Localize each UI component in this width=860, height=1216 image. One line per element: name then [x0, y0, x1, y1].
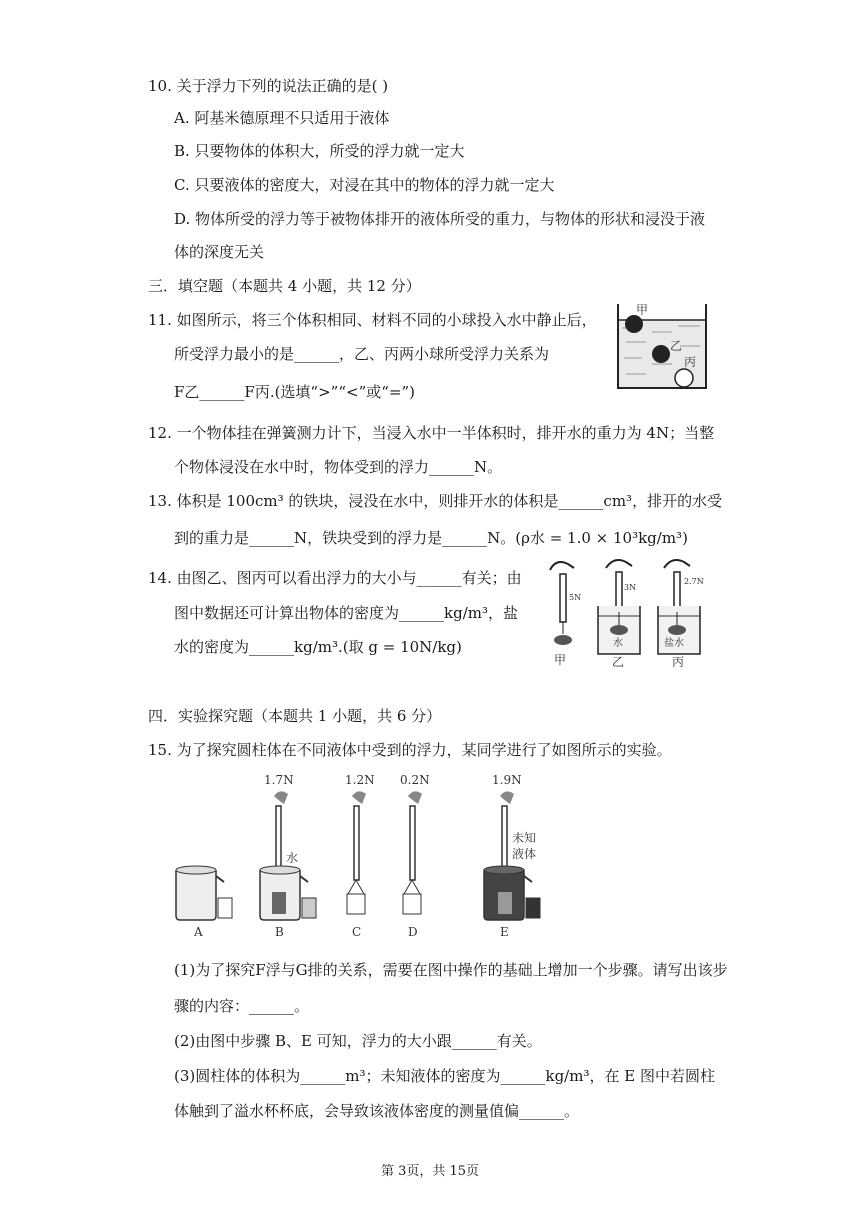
q13-line1: 13. 体积是 100cm³ 的铁块，浸没在水中，则排开水的体积是______cm³，排开的水受: [148, 492, 723, 510]
q15-reading-e: 1.9N: [492, 773, 522, 787]
q15-sub3-line1: (3)圆柱体的体积为______m³；未知液体的密度为______kg/m³，在 E 图中若圆柱: [174, 1067, 715, 1085]
section-4-heading: 四．实验探究题（本题共 1 小题，共 6 分）: [148, 707, 442, 725]
q14-label-yi: 乙: [612, 655, 625, 668]
q11-line3: F乙______F丙.(选填“>”“<”或“=”): [174, 383, 416, 401]
q13-line2: 到的重力是______N，铁块受到的浮力是______N。(ρ水 = 1.0 × 10³kg/m³): [174, 529, 688, 547]
q12-line2: 个物体浸没在水中时，物体受到的浮力______N。: [174, 458, 503, 476]
q14-line2: 图中数据还可计算出物体的密度为______kg/m³，盐: [174, 604, 518, 622]
q15-liquid-e-1: 未知: [512, 831, 537, 845]
q14-liquid-saltwater: 盐水: [664, 638, 684, 649]
q14-reading-yi: 3N: [624, 583, 637, 592]
q14-liquid-water: 水: [613, 638, 623, 649]
q15-label-d: D: [408, 925, 418, 939]
q14-label-bing: 丙: [672, 655, 685, 668]
q15-reading-d: 0.2N: [400, 773, 430, 787]
q11-line1: 11. 如图所示，将三个体积相同、材料不同的小球投入水中静止后，: [148, 311, 597, 329]
q14-figure: [540, 556, 722, 668]
q15-sub2: (2)由图中步骤 B、E 可知，浮力的大小跟______有关。: [174, 1032, 542, 1050]
q14-line1: 14. 由图乙、图丙可以看出浮力的大小与______有关；由: [148, 569, 522, 587]
q15-reading-b: 1.7N: [264, 773, 294, 787]
q15-label-a: A: [194, 925, 203, 939]
q14-line3: 水的密度为______kg/m³.(取 g = 10N/kg): [174, 638, 462, 656]
q15-liquid-e-2: 液体: [512, 847, 537, 861]
q15-label-e: E: [500, 925, 509, 939]
section-3-heading: 三．填空题（本题共 4 小题，共 12 分）: [148, 277, 421, 295]
q11-fig-label-jia: 甲: [636, 303, 649, 317]
q10-stem: 10. 关于浮力下列的说法正确的是( ): [148, 77, 389, 95]
q14-label-jia: 甲: [554, 653, 567, 667]
q10-option-d: D. 物体所受的浮力等于被物体排开的液体所受的重力，与物体的形状和浸没于液: [174, 210, 706, 228]
q15-label-b: B: [275, 925, 284, 939]
q10-option-d-cont: 体的深度无关: [174, 243, 265, 261]
q11-line2: 所受浮力最小的是______，乙、丙两小球所受浮力关系为: [174, 345, 550, 363]
q14-reading-jia: 5N: [569, 593, 582, 602]
q15-liquid-b: 水: [286, 851, 299, 865]
q15-reading-c: 1.2N: [345, 773, 375, 787]
q11-figure: [612, 302, 714, 394]
q10-option-c: C. 只要液体的密度大，对浸在其中的物体的浮力就一定大: [174, 176, 555, 194]
q10-option-a: A. 阿基米德原理不只适用于液体: [174, 109, 390, 127]
q15-sub3-line2: 体触到了溢水杯杯底，会导致该液体密度的测量值偏______。: [174, 1102, 580, 1120]
q15-sub1-line2: 骤的内容：______。: [174, 997, 310, 1015]
page-footer: 第 3页，共 15页: [380, 1164, 480, 1179]
q14-reading-bing: 2.7N: [684, 577, 704, 586]
q11-fig-label-yi: 乙: [670, 339, 683, 353]
q15-sub1-line1: (1)为了探究F浮与G排的关系，需要在图中操作的基础上增加一个步骤。请写出该步: [174, 961, 728, 979]
q10-option-b: B. 只要物体的体积大，所受的浮力就一定大: [174, 142, 465, 160]
q11-fig-label-bing: 丙: [684, 355, 697, 369]
q15-figure: [170, 770, 550, 942]
q15-stem: 15. 为了探究圆柱体在不同液体中受到的浮力，某同学进行了如图所示的实验。: [148, 741, 672, 759]
q15-label-c: C: [352, 925, 362, 939]
q12-line1: 12. 一个物体挂在弹簧测力计下，当浸入水中一半体积时，排开水的重力为 4N；当整: [148, 424, 715, 442]
